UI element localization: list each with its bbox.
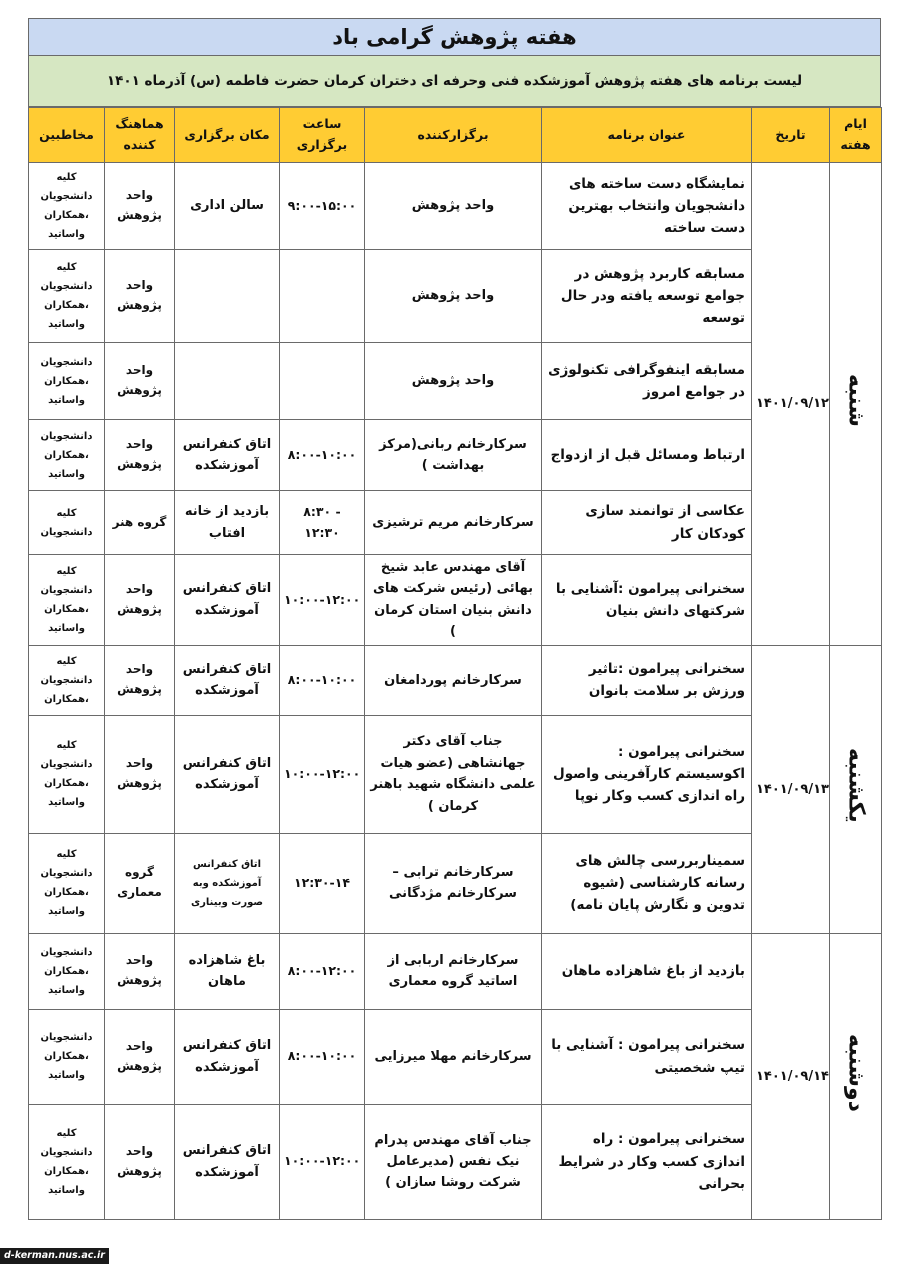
program-title: سمیناربررسی چالش های رسانه کارشناسی (شیوه تدوین و نگارش پایان نامه) [542,833,752,933]
time: ۹:۰۰-۱۵:۰۰ [280,163,365,250]
place: اتاق کنفرانس آموزشکده [175,645,280,715]
audience: کلیه دانشجویان [29,491,105,555]
time: ۱۰:۰۰-۱۲:۰۰ [280,555,365,646]
organizer: واحد پژوهش [365,343,542,420]
place [175,343,280,420]
program-title: بازدید از باغ شاهزاده ماهان [542,933,752,1009]
coordinator: واحد پژوهش [105,163,175,250]
audience: کلیه دانشجویان ،همکاران [29,645,105,715]
date-cell: ۱۴۰۱/۰۹/۱۴ [752,933,830,1219]
audience: دانشجویان ،همکاران واساتید [29,420,105,491]
audience: دانشجویان ،همکاران واساتید [29,1009,105,1104]
place: اتاق کنفرانس آموزشکده [175,555,280,646]
header-row [29,108,882,163]
time: ۸:۳۰ - ۱۲:۳۰ [280,491,365,555]
day-label: یکشنبه [843,748,869,823]
page-subtitle: لیست برنامه های هفته پژوهش آموزشکده فنی وحرفه ای دختران کرمان حضرت فاطمه (س) آذرماه ۱۴۰۱ [28,56,881,107]
time: ۱۲:۳۰-۱۴ [280,833,365,933]
coordinator: واحد پژوهش [105,420,175,491]
coordinator: واحد پژوهش [105,1009,175,1104]
organizer: واحد پژوهش [365,163,542,250]
program-title: سخنرانی پیرامون :آشنایی با شرکتهای دانش بنیان [542,555,752,646]
audience: دانشجویان ،همکاران واساتید [29,343,105,420]
coordinator: گروه معماری [105,833,175,933]
program-title: عکاسی از توانمند سازی کودکان کار [542,491,752,555]
place: اتاق کنفرانس آموزشکده [175,1009,280,1104]
audience: کلیه دانشجویان ،همکاران واساتید [29,250,105,343]
organizer: جناب آقای مهندس پدرام نیک نفس (مدیرعامل شرکت روشا سازان ) [365,1104,542,1219]
coordinator: واحد پژوهش [105,715,175,833]
place: اتاق کنفرانس آموزشکده [175,420,280,491]
organizer: سرکارخانم ربانی(مرکز بهداشت ) [365,420,542,491]
program-title: سخنرانی پیرامون : آشنایی با تیپ شخصیتی [542,1009,752,1104]
coordinator: واحد پژوهش [105,1104,175,1219]
organizer: سرکارخانم مریم ترشیزی [365,491,542,555]
coordinator: واحد پژوهش [105,343,175,420]
time: ۱۰:۰۰-۱۲:۰۰ [280,715,365,833]
organizer: آقای مهندس عابد شیخ بهائی (رئیس شرکت های دانش بنیان استان کرمان ) [365,555,542,646]
header-time: ساعت برگزاری [280,108,365,163]
coordinator: واحد پژوهش [105,250,175,343]
program-title: سخنرانی پیرامون : راه اندازی کسب وکار در شرایط بحرانی [542,1104,752,1219]
coordinator: واحد پژوهش [105,555,175,646]
schedule-sheet [28,18,881,1220]
audience: کلیه دانشجویان ،همکاران واساتید [29,555,105,646]
table-row [29,933,882,1009]
day-label: شنبه [843,373,869,427]
header-organizer: برگزارکننده [365,108,542,163]
organizer: سرکارخانم ترابی – سرکارخانم مژدگانی [365,833,542,933]
header-coordinator: هماهنگ کننده [105,108,175,163]
time: ۱۰:۰۰-۱۲:۰۰ [280,1104,365,1219]
site-watermark: d-kerman.nus.ac.ir [0,1248,109,1264]
audience: دانشجویان ،همکاران واساتید [29,933,105,1009]
organizer: سرکارخانم مهلا میرزایی [365,1009,542,1104]
audience: کلیه دانشجویان ،همکاران واساتید [29,715,105,833]
page-title: هفته پژوهش گرامی باد [28,18,881,56]
organizer: واحد پژوهش [365,250,542,343]
header-day: ایام هفته [830,108,882,163]
time: ۸:۰۰-۱۲:۰۰ [280,933,365,1009]
time: ۸:۰۰-۱۰:۰۰ [280,1009,365,1104]
coordinator: گروه هنر [105,491,175,555]
day-label: دوشنبه [843,1033,869,1112]
time: ۸:۰۰-۱۰:۰۰ [280,420,365,491]
organizer: سرکارخانم پوردامغان [365,645,542,715]
place: اتاق کنفرانس آموزشکده وبه صورت وبیناری [175,833,280,933]
program-title: مسابقه کاربرد پژوهش در جوامع توسعه یافته ودر حال توسعه [542,250,752,343]
time [280,343,365,420]
place: بازدید از خانه افتاب [175,491,280,555]
table-row [29,163,882,250]
place: باغ شاهزاده ماهان [175,933,280,1009]
header-audience: مخاطبین [29,108,105,163]
place: سالن اداری [175,163,280,250]
time: ۸:۰۰-۱۰:۰۰ [280,645,365,715]
organizer: جناب آقای دکتر جهانشاهی (عضو هیات علمی دانشگاه شهید باهنر کرمان ) [365,715,542,833]
audience: کلیه دانشجویان ،همکاران واساتید [29,163,105,250]
header-place: مکان برگزاری [175,108,280,163]
place: اتاق کنفرانس آموزشکده [175,1104,280,1219]
time [280,250,365,343]
program-title: ارتباط ومسائل قبل از ازدواج [542,420,752,491]
coordinator: واحد پژوهش [105,645,175,715]
place: اتاق کنفرانس آموزشکده [175,715,280,833]
program-title: سخنرانی پیرامون :تاثیر ورزش بر سلامت بانوان [542,645,752,715]
coordinator: واحد پژوهش [105,933,175,1009]
schedule-table [28,107,882,1220]
date-cell: ۱۴۰۱/۰۹/۱۳ [752,645,830,933]
table-row [29,645,882,715]
day-cell [830,163,882,646]
audience: کلیه دانشجویان ،همکاران واساتید [29,1104,105,1219]
audience: کلیه دانشجویان ،همکاران واساتید [29,833,105,933]
header-title: عنوان برنامه [542,108,752,163]
program-title: نمایشگاه دست ساخته های دانشجویان وانتخاب بهترین دست ساخته [542,163,752,250]
program-title: مسابقه اینفوگرافی تکنولوژی در جوامع امروز [542,343,752,420]
program-title: سخنرانی پیرامون : اکوسیستم کارآفرینی واصول راه اندازی کسب وکار نوپا [542,715,752,833]
day-cell [830,645,882,933]
date-cell: ۱۴۰۱/۰۹/۱۲ [752,163,830,646]
day-cell [830,933,882,1219]
header-date: تاریخ [752,108,830,163]
organizer: سرکارخانم اربابی از اساتید گروه معماری [365,933,542,1009]
place [175,250,280,343]
